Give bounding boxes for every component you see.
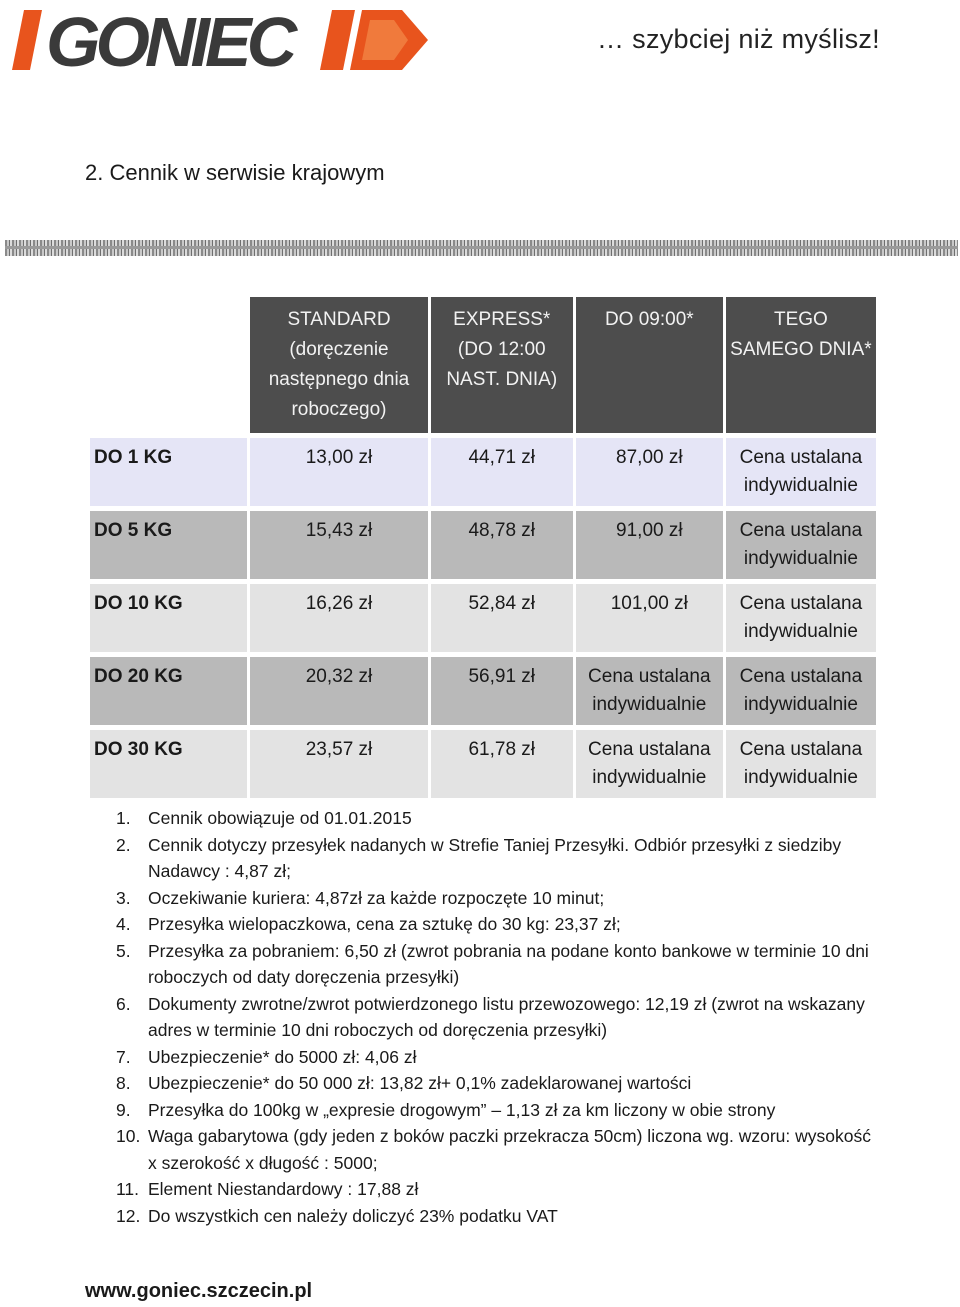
list-item-text: Do wszystkich cen należy doliczyć 23% podatku VAT — [148, 1205, 558, 1226]
list-item — [116, 1176, 880, 1203]
header-express: EXPRESS* (DO 12:00 NAST. DNIA) — [431, 297, 573, 433]
table-row — [90, 657, 876, 725]
footer-website-link[interactable]: www.goniec.szczecin.pl — [85, 1280, 313, 1302]
price-cell: 91,00 zł — [576, 511, 723, 579]
list-item-text: Oczekiwanie kuriera: 4,87zł za każde rozpoczęte 10 minut; — [148, 887, 605, 908]
table-row — [90, 511, 876, 579]
price-table-header — [90, 297, 876, 433]
price-cell: 101,00 zł — [576, 584, 723, 652]
list-item-text: Przesyłka wielopaczkowa, cena za sztukę do 30 kg: 23,37 zł; — [148, 914, 621, 934]
list-item-number: 3. — [116, 887, 131, 908]
goniec-logo — [10, 3, 430, 81]
list-item — [116, 1097, 880, 1124]
header-same-day: TEGO SAMEGO DNIA* — [726, 297, 876, 433]
price-table — [87, 292, 879, 803]
weight-label: DO 1 KG — [90, 438, 247, 506]
list-item-number: 5. — [116, 940, 131, 961]
header-empty-cell — [90, 297, 247, 433]
weight-label: DO 20 KG — [90, 657, 247, 725]
decorative-rule — [5, 240, 958, 256]
header-standard: STANDARD (doręczenie następnego dnia roboczego) — [250, 297, 428, 433]
price-cell: 44,71 zł — [431, 438, 573, 506]
price-cell: 23,57 zł — [250, 730, 428, 798]
weight-label: DO 10 KG — [90, 584, 247, 652]
notes-list — [116, 805, 880, 1229]
list-item-text: Element Niestandardowy : 17,88 zł — [148, 1179, 419, 1199]
table-row — [90, 584, 876, 652]
price-cell: 87,00 zł — [576, 438, 723, 506]
price-cell: 15,43 zł — [250, 511, 428, 579]
list-item-number: 8. — [116, 1073, 131, 1093]
list-item-text: Przesyłka do 100kg w „expresie drogowym” – 1,13 zł za km liczony w obie strony — [148, 1099, 776, 1120]
price-cell: 61,78 zł — [431, 730, 573, 798]
list-item — [116, 805, 880, 832]
list-item — [116, 832, 880, 885]
list-item-number: 10. — [116, 1126, 141, 1146]
list-item-number: 2. — [116, 834, 131, 855]
page-header — [0, 0, 960, 90]
list-item-number: 7. — [116, 1046, 131, 1067]
list-item — [116, 1070, 880, 1097]
slogan: … szybciej niż myślisz! — [597, 24, 880, 54]
list-item — [116, 911, 880, 938]
list-item-text: Dokumenty zwrotne/zwrot potwierdzonego listu przewozowego: 12,19 zł (zwrot na wskazany adres w terminie 10 dni roboczych od doręczenia przesyłki) — [148, 993, 865, 1040]
price-cell: Cena ustalana indywidualnie — [726, 438, 876, 506]
logo-wordmark: GONIEC — [46, 3, 293, 81]
table-row — [90, 730, 876, 798]
list-item — [116, 1044, 880, 1071]
list-item-number: 4. — [116, 914, 131, 934]
list-item-number: 6. — [116, 993, 131, 1014]
section-title: 2. Cennik w serwisie krajowym — [85, 160, 385, 185]
list-item-text: Ubezpieczenie* do 50 000 zł: 13,82 zł+ 0,1% zadeklarowanej wartości — [148, 1073, 692, 1093]
price-cell: 16,26 zł — [250, 584, 428, 652]
table-row — [90, 438, 876, 506]
list-item-text: Cennik obowiązuje od 01.01.2015 — [148, 808, 412, 828]
price-cell: Cena ustalana indywidualnie — [726, 730, 876, 798]
price-cell: 13,00 zł — [250, 438, 428, 506]
price-cell: 52,84 zł — [431, 584, 573, 652]
list-item — [116, 1203, 880, 1230]
price-cell: Cena ustalana indywidualnie — [576, 657, 723, 725]
list-item-number: 12. — [116, 1205, 141, 1226]
list-item — [116, 885, 880, 912]
price-cell: 56,91 zł — [431, 657, 573, 725]
price-cell: Cena ustalana indywidualnie — [576, 730, 723, 798]
price-cell: Cena ustalana indywidualnie — [726, 511, 876, 579]
price-cell: Cena ustalana indywidualnie — [726, 657, 876, 725]
list-item-text: Cennik dotyczy przesyłek nadanych w Strefie Taniej Przesyłki. Odbiór przesyłki z siedziby Nadawcy : 4,87 zł; — [148, 834, 842, 881]
price-cell: Cena ustalana indywidualnie — [726, 584, 876, 652]
list-item-number: 1. — [116, 808, 131, 828]
list-item-text: Waga gabarytowa (gdy jeden z boków paczki przekracza 50cm) liczona wg. wzoru: wysokość x szerokość x długość : 5000; — [148, 1126, 871, 1173]
list-item — [116, 938, 880, 991]
header-do-0900: DO 09:00* — [576, 297, 723, 433]
list-item — [116, 1123, 880, 1176]
weight-label: DO 5 KG — [90, 511, 247, 579]
list-item-number: 9. — [116, 1099, 131, 1120]
list-item — [116, 991, 880, 1044]
price-cell: 20,32 zł — [250, 657, 428, 725]
list-item-number: 11. — [116, 1179, 140, 1199]
list-item-text: Przesyłka za pobraniem: 6,50 zł (zwrot pobrania na podane konto bankowe w terminie 10 dni roboczych od daty doręczenia przesyłki) — [148, 940, 869, 987]
price-cell: 48,78 zł — [431, 511, 573, 579]
weight-label: DO 30 KG — [90, 730, 247, 798]
list-item-text: Ubezpieczenie* do 5000 zł: 4,06 zł — [148, 1046, 417, 1067]
